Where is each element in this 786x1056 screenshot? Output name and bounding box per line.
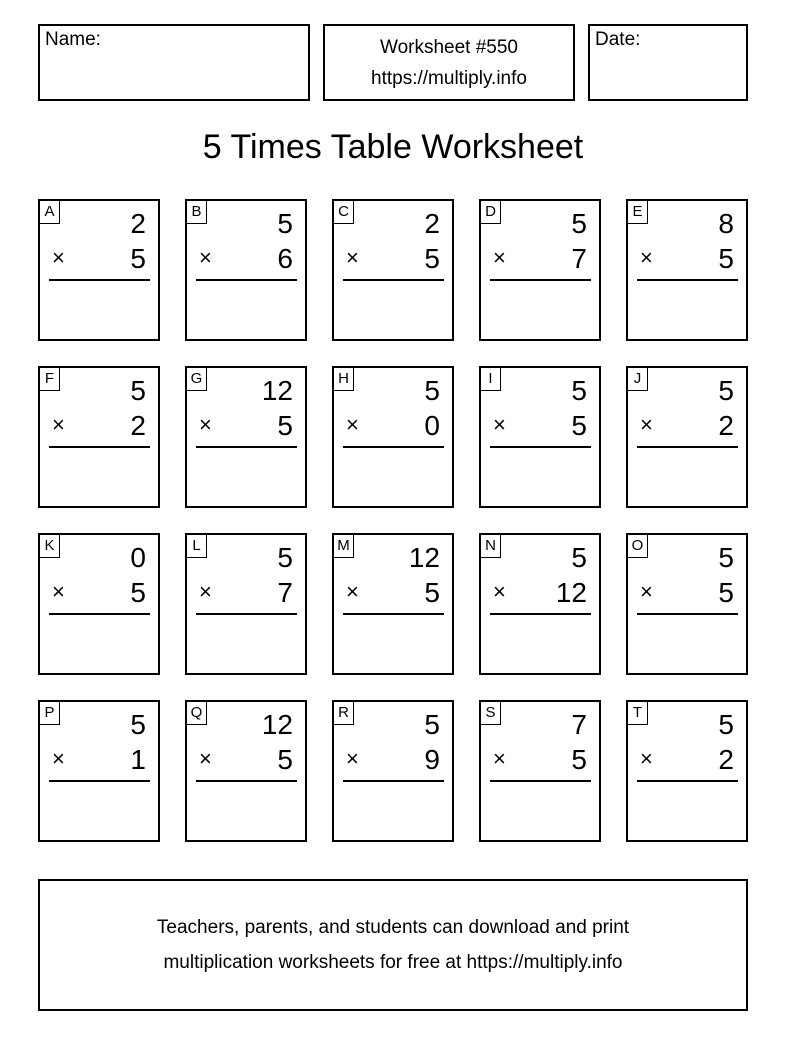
answer-space[interactable]	[490, 619, 591, 667]
multiplicand: 5	[424, 709, 440, 740]
answer-space[interactable]	[196, 285, 297, 333]
multiply-sign: ×	[346, 412, 359, 437]
multiplier: 5	[130, 243, 146, 274]
answer-rule	[490, 780, 591, 782]
footer-line-1: Teachers, parents, and students can download and print	[156, 917, 630, 938]
multiplicand: 5	[130, 709, 146, 740]
answer-rule	[637, 279, 738, 281]
multiplier: 7	[277, 577, 293, 608]
problem-card	[626, 366, 748, 508]
problem-card	[626, 700, 748, 842]
multiplier: 5	[718, 243, 734, 274]
multiplicand: 12	[261, 375, 293, 406]
multiply-sign: ×	[493, 746, 506, 771]
multiplier: 9	[424, 744, 440, 775]
problem-letter: F	[40, 368, 60, 391]
footer-line-2: multiplication worksheets for free at https://multiply.info	[163, 952, 623, 973]
multiply-sign: ×	[52, 746, 65, 771]
multiply-sign: ×	[346, 579, 359, 604]
answer-rule	[490, 446, 591, 448]
answer-rule	[343, 446, 444, 448]
multiplicand: 5	[277, 208, 293, 239]
problem-card	[332, 700, 454, 842]
problem-card	[38, 199, 160, 341]
answer-space[interactable]	[637, 452, 738, 500]
answer-space[interactable]	[196, 452, 297, 500]
multiply-sign: ×	[640, 746, 653, 771]
worksheet-url: https://multiply.info	[371, 67, 527, 89]
name-label: Name:	[45, 29, 101, 50]
answer-space[interactable]	[637, 285, 738, 333]
date-field-box	[588, 24, 748, 101]
problem-card	[185, 533, 307, 675]
multiply-sign: ×	[640, 412, 653, 437]
multiplier: 5	[424, 243, 440, 274]
answer-space[interactable]	[49, 452, 150, 500]
problem-card	[332, 533, 454, 675]
problem-card	[479, 199, 601, 341]
problem-card	[626, 199, 748, 341]
multiply-sign: ×	[199, 412, 212, 437]
multiply-sign: ×	[493, 579, 506, 604]
multiply-sign: ×	[52, 245, 65, 270]
answer-rule	[490, 279, 591, 281]
multiply-sign: ×	[493, 245, 506, 270]
answer-space[interactable]	[49, 619, 150, 667]
footer-box	[38, 879, 748, 1011]
answer-rule	[196, 613, 297, 615]
multiplicand: 5	[571, 542, 587, 573]
multiplicand: 5	[718, 542, 734, 573]
multiplier: 12	[555, 577, 587, 608]
multiply-sign: ×	[199, 746, 212, 771]
problem-letter: I	[481, 368, 501, 391]
multiplier: 5	[277, 410, 293, 441]
problem-letter: J	[628, 368, 648, 391]
multiply-sign: ×	[346, 245, 359, 270]
multiplier: 2	[718, 410, 734, 441]
answer-space[interactable]	[343, 786, 444, 834]
answer-rule	[637, 780, 738, 782]
multiplicand: 0	[130, 542, 146, 573]
multiplicand: 5	[718, 709, 734, 740]
name-field-box	[38, 24, 310, 101]
problem-card	[479, 700, 601, 842]
problem-letter: D	[481, 201, 501, 224]
answer-rule	[49, 613, 150, 615]
multiply-sign: ×	[640, 245, 653, 270]
multiplier: 5	[718, 577, 734, 608]
multiplier: 6	[277, 243, 293, 274]
answer-rule	[49, 279, 150, 281]
problem-letter: B	[187, 201, 207, 224]
answer-space[interactable]	[637, 619, 738, 667]
answer-space[interactable]	[196, 619, 297, 667]
multiplicand: 7	[571, 709, 587, 740]
multiply-sign: ×	[52, 579, 65, 604]
problem-letter: S	[481, 702, 501, 725]
multiplier: 5	[277, 744, 293, 775]
answer-rule	[637, 613, 738, 615]
multiply-sign: ×	[199, 579, 212, 604]
problem-letter: K	[40, 535, 60, 558]
multiplier: 5	[571, 410, 587, 441]
page-title: 5 Times Table Worksheet	[202, 128, 584, 166]
multiplicand: 2	[424, 208, 440, 239]
answer-rule	[49, 446, 150, 448]
problem-letter: O	[628, 535, 648, 558]
multiplicand: 12	[261, 709, 293, 740]
problem-letter: A	[40, 201, 60, 224]
answer-space[interactable]	[490, 452, 591, 500]
answer-rule	[196, 780, 297, 782]
answer-space[interactable]	[343, 452, 444, 500]
problem-letter: T	[628, 702, 648, 725]
problem-letter: Q	[187, 702, 207, 725]
multiplier: 2	[718, 744, 734, 775]
answer-rule	[196, 446, 297, 448]
multiplicand: 5	[130, 375, 146, 406]
answer-space[interactable]	[343, 285, 444, 333]
problem-card	[479, 533, 601, 675]
multiply-sign: ×	[493, 412, 506, 437]
multiply-sign: ×	[640, 579, 653, 604]
answer-rule	[637, 446, 738, 448]
worksheet-number: Worksheet #550	[379, 36, 518, 58]
multiplicand: 5	[718, 375, 734, 406]
problem-card	[479, 366, 601, 508]
worksheet-info-box	[323, 24, 575, 101]
problem-letter: R	[334, 702, 354, 725]
problem-card	[38, 366, 160, 508]
answer-rule	[490, 613, 591, 615]
answer-rule	[343, 279, 444, 281]
answer-space[interactable]	[490, 786, 591, 834]
multiplier: 1	[130, 744, 146, 775]
multiplicand: 12	[408, 542, 440, 573]
answer-rule	[49, 780, 150, 782]
multiplicand: 8	[718, 208, 734, 239]
problem-card	[332, 366, 454, 508]
multiplier: 5	[424, 577, 440, 608]
answer-space[interactable]	[196, 786, 297, 834]
multiplier: 5	[130, 577, 146, 608]
answer-space[interactable]	[343, 619, 444, 667]
multiplicand: 5	[571, 208, 587, 239]
multiplicand: 5	[277, 542, 293, 573]
date-label: Date:	[595, 29, 641, 50]
answer-space[interactable]	[49, 786, 150, 834]
answer-space[interactable]	[637, 786, 738, 834]
multiplier: 5	[571, 744, 587, 775]
answer-space[interactable]	[49, 285, 150, 333]
problem-letter: E	[628, 201, 648, 224]
problem-card	[38, 533, 160, 675]
multiply-sign: ×	[346, 746, 359, 771]
answer-rule	[196, 279, 297, 281]
multiply-sign: ×	[199, 245, 212, 270]
problem-letter: H	[334, 368, 354, 391]
problem-letter: G	[187, 368, 207, 391]
problem-letter: C	[334, 201, 354, 224]
multiplicand: 5	[571, 375, 587, 406]
multiplier: 2	[130, 410, 146, 441]
problem-card	[185, 199, 307, 341]
problem-letter: L	[187, 535, 207, 558]
problem-letter: P	[40, 702, 60, 725]
problem-letter: N	[481, 535, 501, 558]
multiplier: 7	[571, 243, 587, 274]
answer-rule	[343, 780, 444, 782]
problem-card	[332, 199, 454, 341]
multiplier: 0	[424, 410, 440, 441]
problem-letter: M	[334, 535, 354, 558]
problem-card	[626, 533, 748, 675]
multiplicand: 2	[130, 208, 146, 239]
problem-card	[185, 366, 307, 508]
multiply-sign: ×	[52, 412, 65, 437]
multiplicand: 5	[424, 375, 440, 406]
problem-card	[185, 700, 307, 842]
answer-space[interactable]	[490, 285, 591, 333]
problem-card	[38, 700, 160, 842]
answer-rule	[343, 613, 444, 615]
